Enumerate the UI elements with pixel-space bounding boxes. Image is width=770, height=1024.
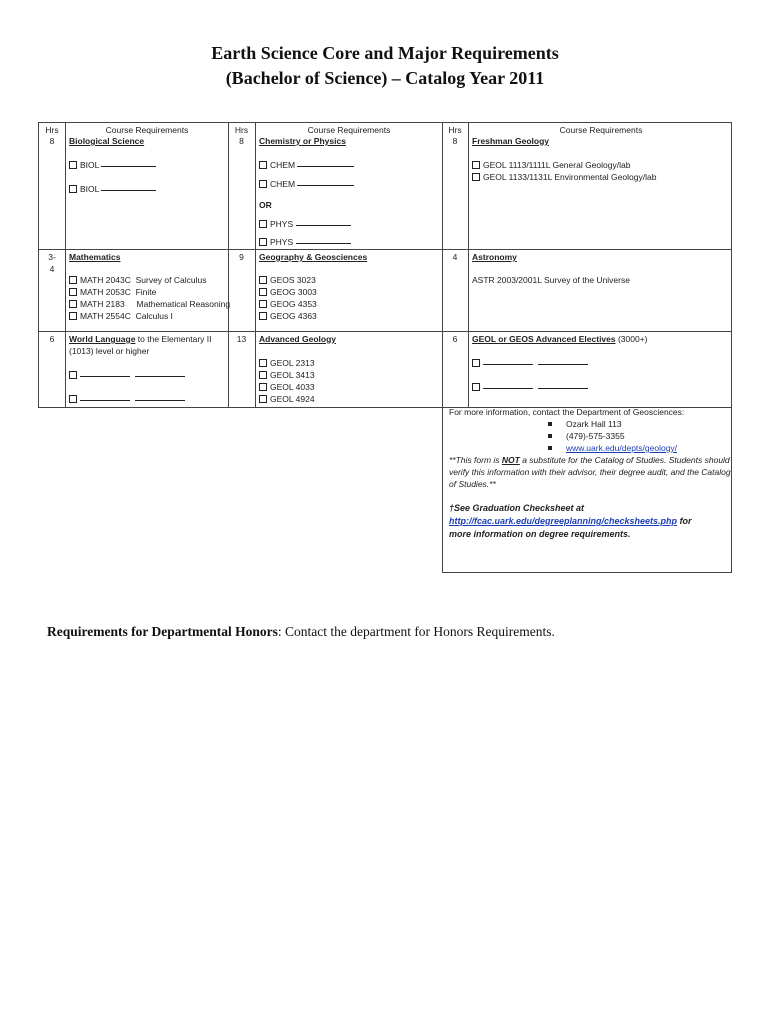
phone-line: (479)-575-3355 [548, 431, 625, 441]
astro-heading: Astronomy [472, 252, 517, 262]
checkbox-icon [259, 383, 267, 391]
phys-item-1[interactable]: PHYS [259, 219, 351, 229]
chem-hours: 8 [239, 136, 244, 146]
checkbox-icon [69, 185, 77, 193]
chem-heading: Chemistry or Physics [259, 136, 346, 146]
math-heading: Mathematics [69, 252, 121, 262]
checkbox-icon [69, 300, 77, 308]
checkbox-icon [259, 395, 267, 403]
checkbox-icon [69, 288, 77, 296]
checksheet-line-2: http://fcac.uark.edu/degreeplanning/checksheets.php for [449, 516, 692, 526]
checkbox-icon [259, 312, 267, 320]
geog-hours: 9 [239, 252, 244, 262]
geog-item-1[interactable]: GEOS 3023 [259, 275, 316, 285]
checksheet-line-3: more information on degree requirements. [449, 529, 631, 539]
checkbox-icon [472, 161, 480, 169]
course-req-header-2: Course Requirements [307, 125, 391, 135]
checkbox-icon [259, 300, 267, 308]
info-box [442, 407, 732, 573]
checkbox-icon [259, 288, 267, 296]
honors-text: : Contact the department for Honors Requirements. [277, 624, 555, 639]
adv-item-1[interactable]: GEOL 2313 [259, 358, 315, 368]
elec-item-2[interactable] [472, 382, 588, 392]
document-title: Earth Science Core and Major Requirements [211, 43, 559, 63]
checkbox-icon [69, 371, 77, 379]
checkbox-icon [259, 276, 267, 284]
math-item-4[interactable]: MATH 2554C Calculus I [69, 311, 173, 321]
department-website-link[interactable]: www.uark.edu/depts/geology/ [566, 443, 678, 453]
fresh-heading: Freshman Geology [472, 136, 549, 146]
disclaimer-line-2: verify this information with their advisor, their degree audit, and the Catalog [449, 467, 731, 477]
fresh-hours: 8 [452, 136, 458, 146]
checksheet-line-1: †See Graduation Checksheet at [449, 503, 585, 513]
honors-requirements [47, 624, 555, 640]
fresh-item-2[interactable]: GEOL 1133/1131L Environmental Geology/lab [472, 172, 656, 182]
chem-item-1[interactable]: CHEM [259, 160, 354, 170]
astro-hours: 4 [452, 252, 458, 262]
math-hours-a: 3- [48, 252, 56, 262]
chem-or-label: OR [259, 200, 272, 210]
checkbox-icon [259, 371, 267, 379]
honors-label: Requirements for Departmental Honors [47, 624, 278, 639]
checkbox-icon [259, 238, 267, 246]
adv-item-2[interactable]: GEOL 3413 [259, 370, 315, 380]
contact-text: For more information, contact the Department of Geosciences: [449, 407, 685, 417]
disclaimer-line-3: of Studies.** [449, 479, 496, 489]
math-hours-b: 4 [49, 264, 55, 274]
hrs-header-3: Hrs [448, 125, 462, 135]
document-subtitle: (Bachelor of Science) – Catalog Year 2011 [225, 68, 545, 88]
lang-heading-line2: (1013) level or higher [69, 346, 150, 356]
bullet-icon [548, 446, 552, 450]
checkbox-icon [69, 276, 77, 284]
math-item-1[interactable]: MATH 2043C Survey of Calculus [69, 275, 206, 285]
checkbox-icon [69, 312, 77, 320]
checkbox-icon [69, 395, 77, 403]
bullet-icon [548, 422, 552, 426]
adv-hours: 13 [236, 334, 247, 344]
elec-item-1[interactable] [472, 358, 588, 368]
checksheet-link[interactable]: http://fcac.uark.edu/degreeplanning/checksheets.php [449, 516, 678, 526]
lang-heading: World Language to the Elementary II [69, 334, 212, 344]
astro-item: ASTR 2003/2001L Survey of the Universe [472, 275, 630, 285]
checkbox-icon [259, 161, 267, 169]
course-req-header-3: Course Requirements [559, 125, 643, 135]
fresh-item-1[interactable]: GEOL 1113/1111L General Geology/lab [472, 160, 630, 170]
bio-heading: Biological Science [69, 136, 145, 146]
math-item-3[interactable]: MATH 2183 Mathematical Reasoning [69, 299, 230, 309]
lang-item-1[interactable] [69, 370, 185, 380]
elec-hours: 6 [452, 334, 458, 344]
disclaimer-line-1: **This form is NOT a substitute for the Catalog of Studies. Students should [449, 455, 730, 465]
geog-item-3[interactable]: GEOG 4353 [259, 299, 317, 309]
lang-hours: 6 [49, 334, 55, 344]
elec-heading: GEOL or GEOS Advanced Electives (3000+) [472, 334, 648, 344]
phys-item-2[interactable]: PHYS [259, 237, 351, 247]
adv-item-4[interactable]: GEOL 4924 [259, 394, 315, 404]
math-item-2[interactable]: MATH 2053C Finite [69, 287, 156, 297]
website-line[interactable] [548, 443, 677, 453]
chem-item-2[interactable]: CHEM [259, 179, 354, 189]
hrs-header-2: Hrs [234, 125, 249, 135]
checkbox-icon [259, 180, 267, 188]
checkbox-icon [472, 359, 480, 367]
geog-item-4[interactable]: GEOG 4363 [259, 311, 317, 321]
bio-item-1[interactable]: BIOL [69, 160, 156, 170]
course-req-header-1: Course Requirements [105, 125, 189, 135]
bio-hours: 8 [49, 136, 55, 146]
hrs-header-1: Hrs [45, 125, 59, 135]
bullet-icon [548, 434, 552, 438]
checkbox-icon [472, 173, 480, 181]
checkbox-icon [69, 161, 77, 169]
lang-item-2[interactable] [69, 394, 185, 404]
bio-item-2[interactable]: BIOL [69, 184, 156, 194]
requirements-table [38, 122, 732, 408]
checkbox-icon [259, 220, 267, 228]
adv-item-3[interactable]: GEOL 4033 [259, 382, 315, 392]
checkbox-icon [259, 359, 267, 367]
geog-item-2[interactable]: GEOG 3003 [259, 287, 317, 297]
checkbox-icon [472, 383, 480, 391]
geog-heading: Geography & Geosciences [259, 252, 368, 262]
address-line: Ozark Hall 113 [548, 419, 622, 429]
adv-heading: Advanced Geology [259, 334, 336, 344]
